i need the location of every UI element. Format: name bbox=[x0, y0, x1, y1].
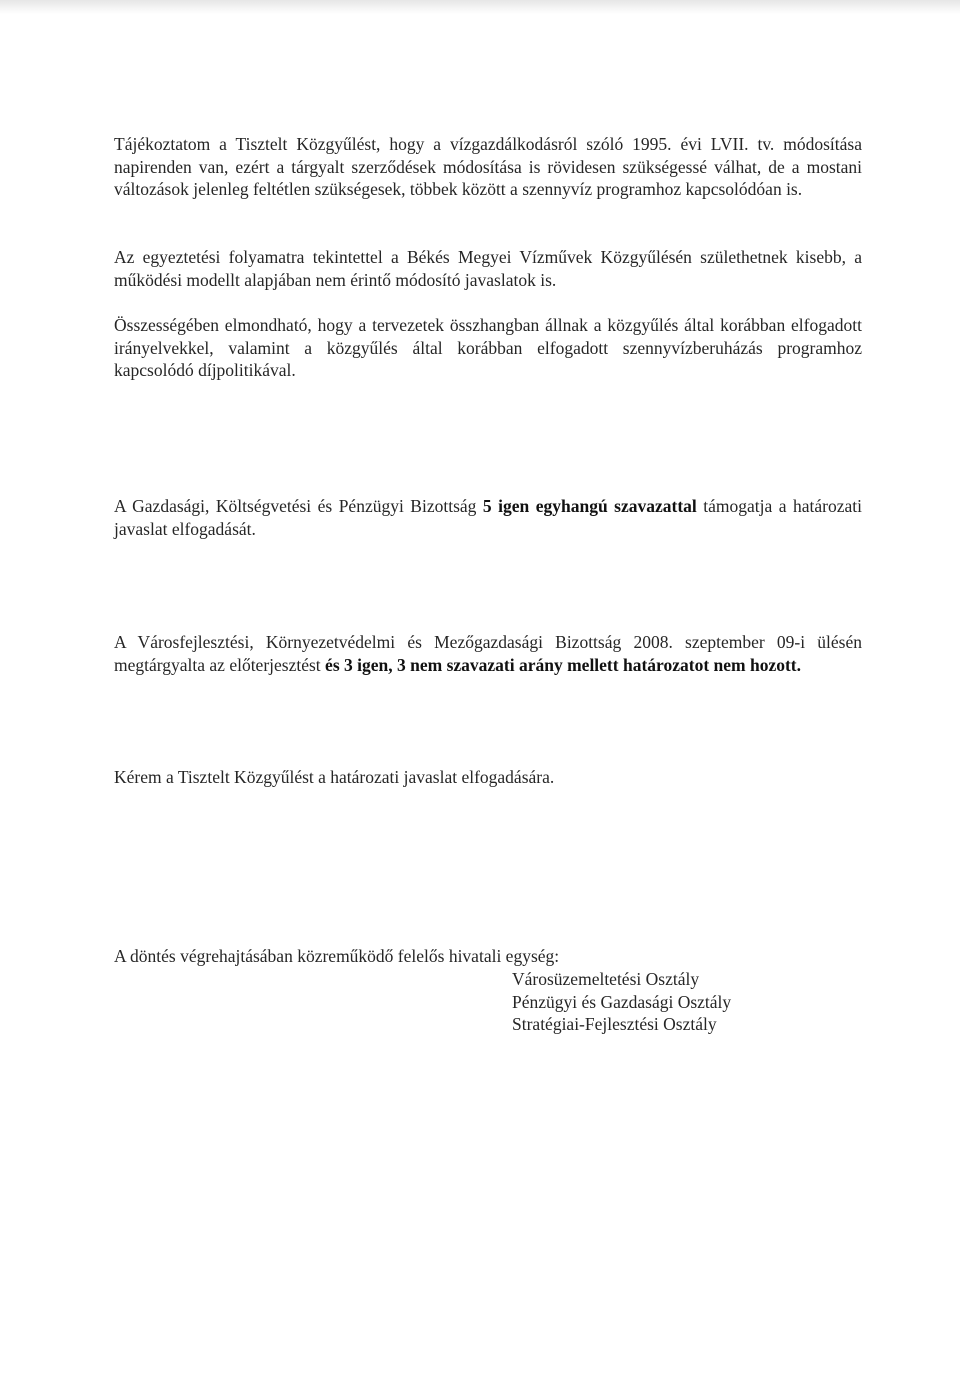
finance-committee-lead-text: A Gazdasági, Költségvetési és Pénzügyi Bizottság bbox=[114, 496, 483, 516]
paragraph-summary: Összességében elmondható, hogy a tervezetek összhangban állnak a közgyűlés által korábban elfogadott irányelvekkel, valamint a közgyűlés által korábban elfogadott szennyvízberuházás programhoz kapcsolódó díjpolitikával. bbox=[114, 315, 862, 380]
responsible-unit-label: A döntés végrehajtásában közreműködő felelős hivatali egység: bbox=[114, 946, 560, 966]
finance-committee-tail-text: támogatja a határozati javaslat elfogadását. bbox=[114, 496, 862, 539]
paragraph-request-approval: Kérem a Tisztelt Közgyűlést a határozati javaslat elfogadására. bbox=[114, 767, 555, 787]
paragraph-urban-development-committee-vote bbox=[114, 631, 862, 676]
finance-committee-vote-result: 5 igen egyhangú szavazattal bbox=[482, 496, 697, 516]
responsible-unit-item: Pénzügyi és Gazdasági Osztály bbox=[512, 991, 732, 1012]
paragraph-water-law-notice: Tájékoztatom a Tisztelt Közgyűlést, hogy a vízgazdálkodásról szóló 1995. évi LVII. tv. módosítása napirenden van, ezért a tárgyalt szerződések módosítása is rövidesen szükségessé válhat, de a mostani változások jelenleg feltétlen szükségesek, többek között a szennyvíz programhoz kapcsolódóan is. bbox=[114, 134, 862, 199]
responsible-unit-item: Stratégiai-Fejlesztési Osztály bbox=[512, 1014, 717, 1034]
responsible-unit-item: Városüzemeltetési Osztály bbox=[512, 969, 700, 989]
paragraph-harmonization-process: Az egyeztetési folyamatra tekintettel a Békés Megyei Vízművek Közgyűlésén születhetnek kisebb, a működési modellt alapjában nem érintő módosító javaslatok is. bbox=[114, 247, 862, 290]
urban-committee-lead-text: A Városfejlesztési, Környezetvédelmi és Mezőgazdasági Bizottság 2008. szeptember 09-i ülésén megtárgyalta az előterjesztést bbox=[114, 632, 862, 675]
urban-committee-vote-result: és 3 igen, 3 nem szavazati arány mellett határozatot nem hozott. bbox=[325, 654, 802, 675]
paragraph-finance-committee-vote bbox=[114, 495, 862, 540]
responsible-unit-list bbox=[512, 968, 731, 1036]
